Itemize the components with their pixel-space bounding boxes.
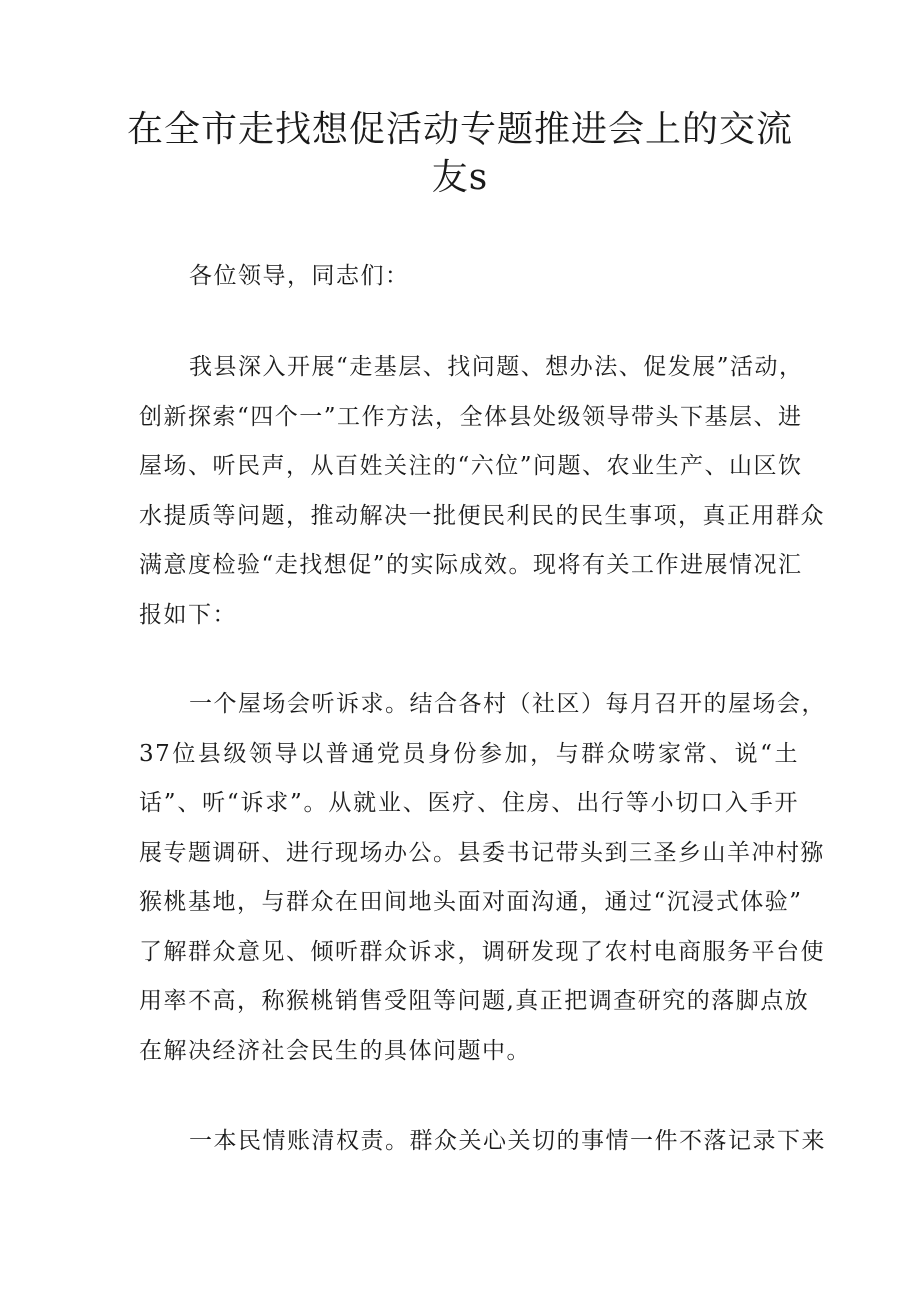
paragraph-line: 了解群众意见、倾听群众诉求，调研发现了农村电商服务平台使 <box>139 938 825 965</box>
paragraph-line: 话”、听“诉求”。从就业、医疗、住房、出行等小切口入手开 <box>139 790 799 816</box>
paragraph-line: 一个屋场会听诉求。结合各村（社区）每月召开的屋场会， <box>189 691 826 717</box>
paragraph-line: 猴桃基地，与群众在田间地头面对面沟通，通过“沉浸式体验” <box>139 889 803 915</box>
paragraph-line: 37位县级领导以普通党员身份参加，与群众唠家常、说“土 <box>139 740 799 767</box>
paragraph-line: 满意度检验“走找想促”的实际成效。现将有关工作进展情况汇 <box>139 552 803 578</box>
paragraph-line: 屋场、听民声，从百姓关注的“六位”问题、农业生产、山区饮 <box>139 453 803 479</box>
paragraph-line: 我县深入开展“走基层、找问题、想办法、促发展”活动， <box>189 354 804 380</box>
paragraph-line: 创新探索“四个一”工作方法，全体县处级领导带头下基层、进 <box>139 403 803 430</box>
paragraph-intro <box>139 343 825 640</box>
paragraph-house-meeting <box>139 680 826 1076</box>
document-title-line-2: 友s <box>431 157 489 198</box>
paragraph-line: 一本民情账清权责。群众关心关切的事情一件不落记录下来 <box>189 1128 826 1154</box>
paragraph-ledger <box>139 1117 826 1167</box>
greeting <box>139 252 849 302</box>
paragraph-line: 水提质等问题，推动解决一批便民利民的民生事项，真正用群众 <box>139 502 825 529</box>
paragraph-line: 用率不高，称猴桃销售受阻等问题,真正把调查研究的落脚点放 <box>139 988 810 1014</box>
paragraph-line: 在解决经济社会民生的具体问题中。 <box>139 1037 531 1064</box>
paragraph-line: 报如下： <box>139 601 237 628</box>
paragraph-line: 展专题调研、进行现场办公。县委书记带头到三圣乡山羊冲村猕 <box>139 839 825 866</box>
document-title-line-1: 在全市走找想促活动专题推进会上的交流 <box>126 109 793 150</box>
greeting-text: 各位领导，同志们： <box>189 263 410 289</box>
